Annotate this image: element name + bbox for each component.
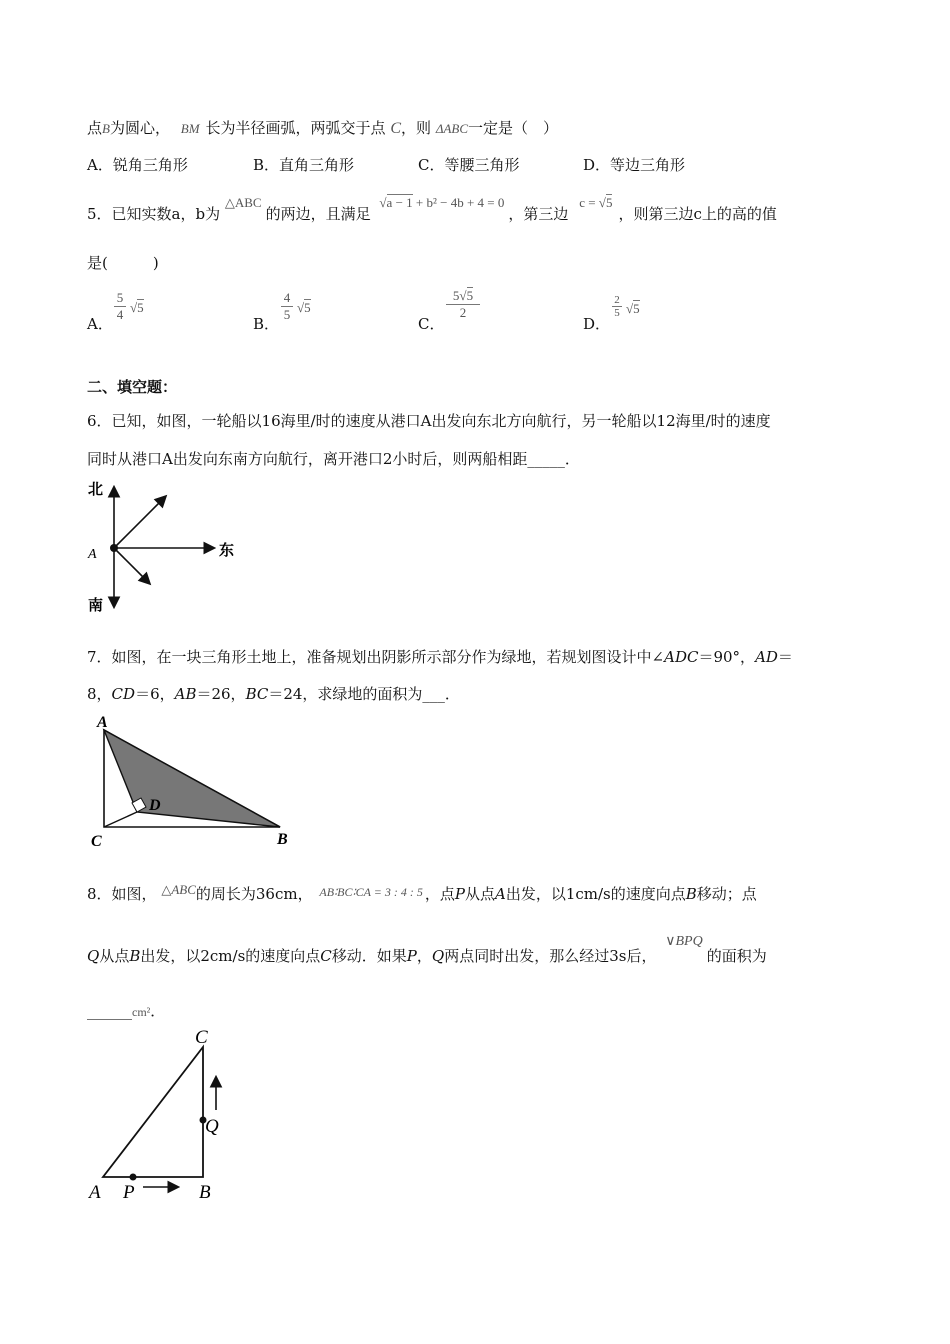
- q4-option-c: C．等腰三角形: [418, 156, 520, 174]
- q8-line3: ______cm²．: [87, 1002, 166, 1020]
- q5-option-d-fraction: 2 5: [612, 294, 622, 319]
- q6-line2: 同时从港口A出发向东南方向航行，离开港口2小时后，则两船相距_____．: [87, 450, 580, 468]
- q5-option-b-label: B．: [253, 315, 280, 333]
- shaded-green-area: [104, 730, 280, 827]
- port-a-point: [110, 544, 118, 552]
- q8-line1: 8．如图， △ABC的周长为36cm， $^{AB∶BC∶CA = 3 : 4 : 5}$ ，点P从点A出发，以1cm/s的速度向点B移动；点: [87, 882, 757, 903]
- q5-option-b-fraction: 4 5: [281, 290, 293, 323]
- q5-option-c-label: C．: [418, 315, 445, 333]
- q5-option-b-radical: √5: [297, 300, 311, 315]
- point-p-label: P: [123, 1182, 135, 1203]
- north-label: 北: [88, 482, 104, 498]
- point-p: [130, 1174, 137, 1181]
- q8-triangle-figure: [85, 1022, 245, 1208]
- q7-line1: 7．如图，在一块三角形土地上，准备规划出阴影所示部分作为绿地，若规划图设计中∠ADC＝90°，AD＝: [87, 648, 793, 666]
- northeast-arrow: [114, 497, 165, 548]
- south-label: 南: [88, 598, 104, 614]
- segment-cd: [104, 812, 137, 827]
- q5-line2: 是( ): [87, 254, 159, 272]
- vertex-a-label: A: [97, 714, 108, 731]
- q5-line1: 5．已知实数a，b为 △ABC的两边，且满足 √a − 1 + b² − 4b + 4 = 0，第三边 c = √5，则第三边c上的高的值: [87, 195, 777, 223]
- southeast-arrow: [114, 548, 149, 583]
- q6-line1: 6．已知，如图，一轮船以16海里/时的速度从港口A出发向东北方向航行，另一轮船以12海里/时的速度: [87, 412, 771, 430]
- q8-line2: Q从点B出发，以2cm/s的速度向点C移动．如果P，Q两点同时出发，那么经过3s后， ∨BPQ的面积为: [87, 934, 767, 965]
- point-q-label: Q: [205, 1116, 219, 1137]
- q7-line2: 8，CD＝6，AB＝26，BC＝24，求绿地的面积为___．: [87, 685, 460, 703]
- q5-option-d-label: D．: [583, 315, 611, 333]
- east-label: 东: [219, 543, 235, 559]
- q4-option-d: D．等边三角形: [583, 156, 686, 174]
- q4-option-b: B．直角三角形: [253, 156, 355, 174]
- vertex-d-label: D: [149, 797, 161, 814]
- vertex-c-label: C: [195, 1027, 208, 1048]
- vertex-a-label: A: [89, 1182, 101, 1203]
- q5-option-c-fraction: 5√5 2: [446, 288, 480, 321]
- q6-compass-figure: [85, 478, 250, 618]
- q5-option-a-fraction: 5 4: [114, 290, 126, 323]
- origin-label: A: [88, 547, 97, 562]
- section-title: 二、填空题：: [87, 378, 178, 396]
- q4-line: 点B为圆心， BM 长为半径画弧，两弧交于点 C，则 ΔABC一定是（ ）: [87, 119, 559, 137]
- vertex-c-label: C: [91, 833, 102, 850]
- vertex-b-label: B: [199, 1182, 211, 1203]
- q5-option-a-radical: √5: [130, 300, 144, 315]
- triangle-abc: [103, 1047, 203, 1177]
- vertex-b-label: B: [277, 831, 288, 848]
- q4-option-a: A．锐角三角形: [87, 156, 188, 174]
- q5-option-a-label: A．: [87, 315, 113, 333]
- q5-option-d-radical: √5: [626, 301, 640, 316]
- q7-triangle-figure: [85, 712, 305, 854]
